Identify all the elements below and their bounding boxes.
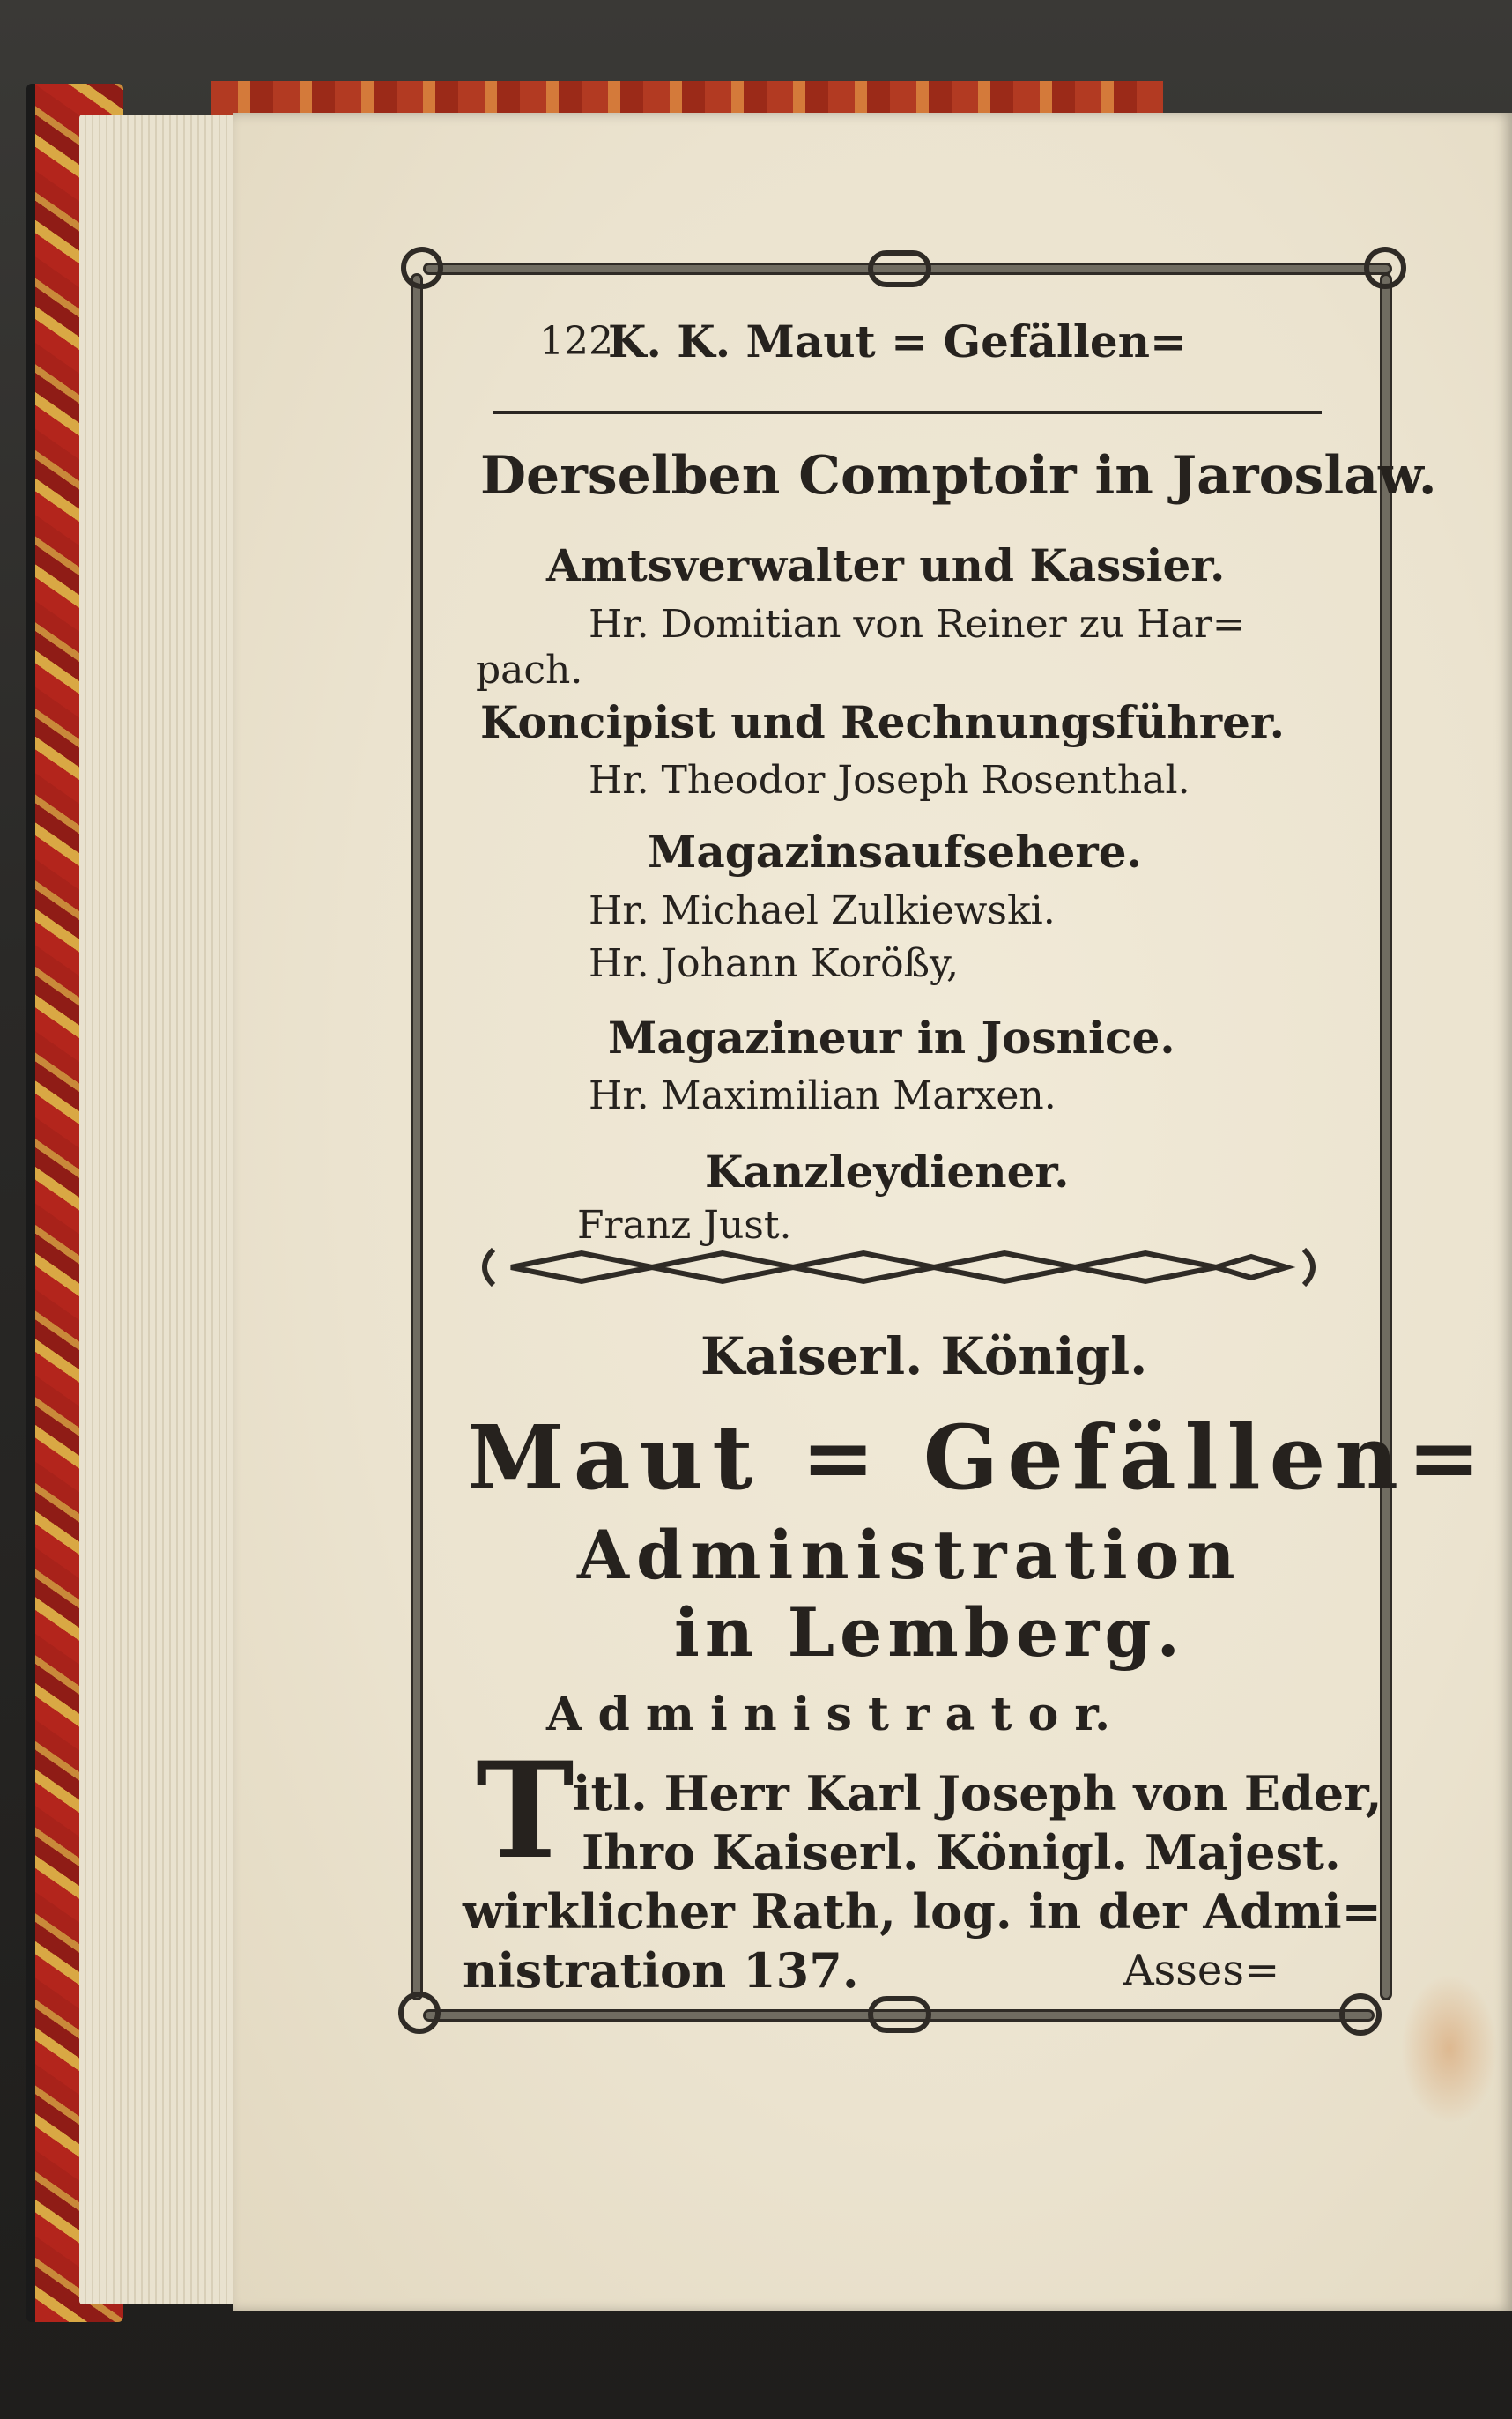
role-heading: Kanzleydiener. xyxy=(705,1146,1070,1198)
administrator-entry: Ihro Kaiserl. Königl. Majest. xyxy=(582,1824,1341,1881)
page-number: 122 xyxy=(539,319,613,364)
person-entry: Hr. Theodor Joseph Rosenthal. xyxy=(589,758,1190,803)
role-heading: Magazinsaufsehere. xyxy=(648,826,1142,878)
heading-small: Kaiserl. Königl. xyxy=(700,1326,1148,1386)
running-title: K. K. Maut = Gefällen= xyxy=(608,315,1187,367)
role-heading: A d m i n i s t r a t o r. xyxy=(546,1688,1111,1741)
person-entry: Franz Just. xyxy=(577,1203,792,1248)
heading-mid: Administration xyxy=(577,1516,1242,1594)
administrator-entry: nistration 137. xyxy=(463,1942,859,1999)
section-title: Derselben Comptoir in Jaroslaw. xyxy=(480,445,1437,507)
book-page xyxy=(233,113,1512,2311)
frame-corner-ornament xyxy=(401,247,443,289)
page-edges xyxy=(79,115,247,2304)
role-heading: Magazineur in Josnice. xyxy=(608,1012,1175,1064)
header-rule xyxy=(493,411,1322,414)
person-entry-continued: pach. xyxy=(476,648,583,693)
person-entry: Hr. Maximilian Marxen. xyxy=(589,1073,1056,1118)
catchword: Asses= xyxy=(1123,1946,1280,1995)
frame-corner-ornament xyxy=(1364,247,1406,289)
paper-stain xyxy=(1401,1974,1498,2124)
frame-left xyxy=(411,273,423,2000)
person-entry: Hr. Domitian von Reiner zu Har= xyxy=(589,602,1245,647)
administrator-entry: itl. Herr Karl Joseph von Eder, xyxy=(573,1765,1382,1822)
person-entry: Hr. Johann Korößy, xyxy=(589,941,959,986)
drop-cap: T xyxy=(476,1733,574,1888)
frame-right xyxy=(1380,273,1392,2000)
frame-top-ornament xyxy=(868,250,931,287)
administrator-entry: wirklicher Rath, log. in der Admi= xyxy=(463,1883,1382,1940)
heading-large: Maut = Gefällen= xyxy=(467,1406,1490,1510)
heading-place: in Lemberg. xyxy=(674,1593,1185,1672)
frame-corner-ornament xyxy=(1339,1993,1382,2036)
role-heading: Amtsverwalter und Kassier. xyxy=(546,539,1226,591)
ornamental-divider xyxy=(476,1243,1322,1292)
person-entry: Hr. Michael Zulkiewski. xyxy=(589,888,1056,933)
role-heading: Koncipist und Rechnungsführer. xyxy=(480,696,1286,748)
frame-bottom-ornament xyxy=(868,1996,931,2033)
frame-corner-ornament xyxy=(398,1992,441,2034)
